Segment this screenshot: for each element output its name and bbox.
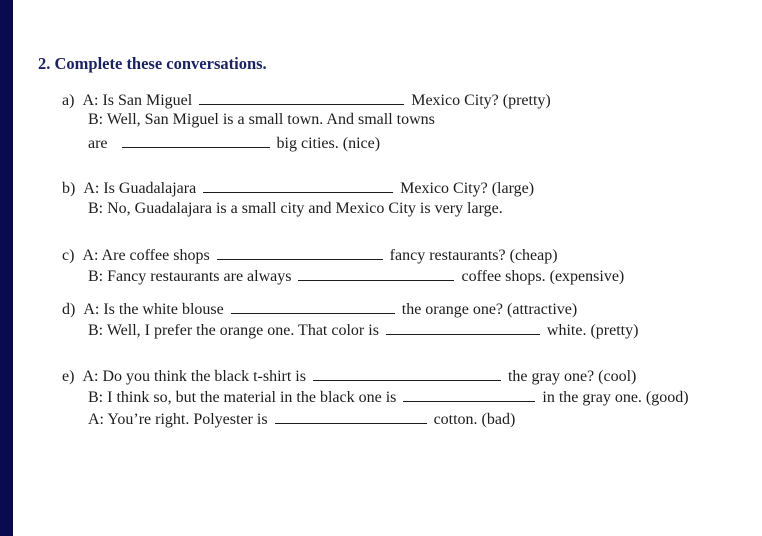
answer-blank-e1[interactable]: [313, 365, 501, 381]
item-a-line-1: a) A: Is San Miguel Mexico City? (pretty): [62, 89, 551, 111]
item-letter-b: b): [62, 180, 76, 197]
item-e-line-1: e) A: Do you think the black t-shirt is the gray one? (cool): [62, 365, 636, 387]
item-c-line-1: c) A: Are coffee shops fancy restaurants? (cheap): [62, 244, 558, 266]
item-a-line-2: B: Well, San Miguel is a small town. And small towns: [88, 111, 435, 128]
item-letter-d: d): [62, 301, 76, 318]
answer-blank-c2[interactable]: [298, 265, 454, 281]
item-b-line-1: b) A: Is Guadalajara Mexico City? (large): [62, 177, 534, 199]
item-c-line-2: B: Fancy restaurants are always coffee shops. (expensive): [88, 265, 624, 287]
item-letter-c: c): [62, 247, 75, 264]
item-letter-a: a): [62, 92, 75, 109]
answer-blank-e3[interactable]: [275, 408, 427, 424]
answer-blank-d2[interactable]: [386, 319, 540, 335]
answer-blank-b1[interactable]: [203, 177, 393, 193]
item-e-line-3: A: You’re right. Polyester is cotton. (bad): [88, 408, 515, 430]
item-e-line-2: B: I think so, but the material in the black one is in the gray one. (good): [88, 386, 689, 408]
item-letter-e: e): [62, 368, 75, 385]
item-d-line-1: d) A: Is the white blouse the orange one? (attractive): [62, 298, 577, 320]
item-d-line-2: B: Well, I prefer the orange one. That color is white. (pretty): [88, 319, 638, 341]
exercise-heading: 2. Complete these conversations.: [38, 54, 267, 73]
answer-blank-a1[interactable]: [199, 89, 404, 105]
answer-blank-c1[interactable]: [217, 244, 383, 260]
item-a-line-3: are big cities. (nice): [88, 132, 380, 154]
answer-blank-a2[interactable]: [122, 132, 270, 148]
answer-blank-d1[interactable]: [231, 298, 395, 314]
answer-blank-e2[interactable]: [403, 386, 535, 402]
item-b-line-2: B: No, Guadalajara is a small city and Mexico City is very large.: [88, 200, 503, 217]
